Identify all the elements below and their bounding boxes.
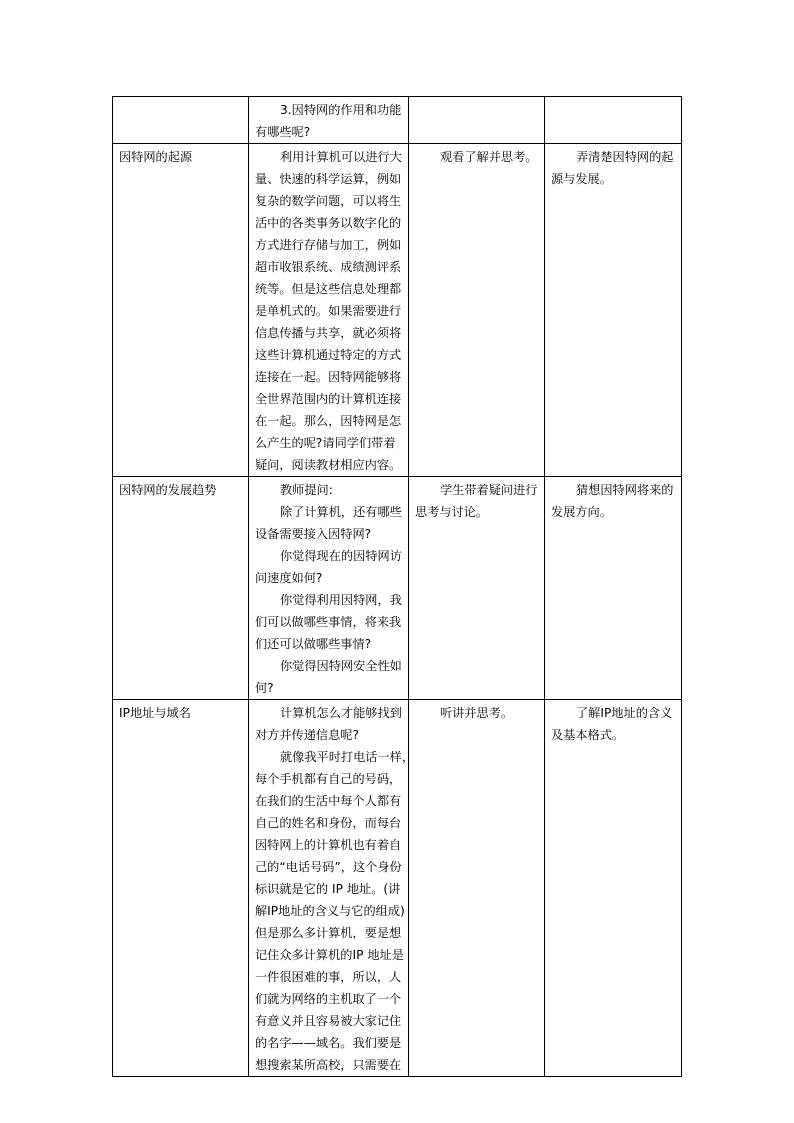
text-line: 有意义并且容易被大家记住: [255, 1014, 402, 1028]
topic-cell: [113, 97, 249, 144]
text-line: 自己的姓名和身份，而每台: [255, 816, 402, 830]
teacher-activity-cell: [249, 97, 409, 144]
text-line: 统等。但是这些信息处理都: [255, 282, 402, 296]
text-line: 就像我平时打电话一样，: [280, 750, 415, 764]
text-line: 及基本格式。: [551, 728, 625, 742]
text-line: 教师提问:: [280, 483, 333, 497]
lesson-plan-table: [112, 96, 682, 1077]
text-line: 因特网上的计算机也有着自: [255, 838, 402, 852]
text-line: 设备需要接入因特网?: [255, 527, 372, 541]
text-line: 猜想因特网将来的: [576, 483, 674, 497]
goal-cell: [545, 97, 682, 144]
goal-cell: [545, 700, 682, 1077]
text-line: 在我们的生活中每个人都有: [255, 794, 402, 808]
text-line: 么产生的呢?请同学们带着: [255, 436, 396, 450]
topic-cell: 因特网的起源: [113, 144, 249, 477]
teacher-activity-cell: [249, 700, 415, 1077]
text-line: 一件很困难的事，所以，人: [255, 970, 402, 984]
text-line: 量、快速的科学运算，例如: [255, 172, 402, 186]
text-line: 源与发展。: [551, 172, 612, 186]
teacher-activity-cell: [249, 144, 409, 477]
text-line: 活中的各类事务以数字化的: [255, 216, 402, 230]
text-line: 你觉得现在的因特网访: [280, 549, 402, 563]
text-line: 解IP地址的含义与它的组成): [255, 904, 405, 918]
text-line: 发展方向。: [551, 505, 612, 519]
text-line: 有哪些呢?: [255, 125, 311, 139]
text-line: 的名字——域名。我们要是: [255, 1036, 402, 1050]
text-line: 思考与讨论。: [415, 505, 489, 519]
table-row: [113, 700, 682, 1077]
text-line: 每个手机都有自己的号码，: [255, 772, 402, 786]
student-activity-cell: [409, 477, 545, 700]
table-row: [113, 97, 682, 144]
text-line: 想搜索某所高校，只需要在: [255, 1058, 402, 1072]
text-line: 何?: [255, 681, 274, 695]
text-line: 问速度如何?: [255, 571, 323, 585]
text-line: 方式进行存储与加工，例如: [255, 238, 402, 252]
text-line: 己的“电话号码”，这个身份: [255, 860, 402, 874]
text-line: 信息传播与共享，就必须将: [255, 326, 402, 340]
student-activity-cell: [409, 144, 545, 477]
text-line: 超市收银系统、成绩测评系: [255, 260, 402, 274]
text-line: 这些计算机通过特定的方式: [255, 348, 402, 362]
text-line: 了解IP地址的含义: [576, 706, 673, 720]
text-line: 在一起。那么，因特网是怎: [255, 414, 402, 428]
text-line: 除了计算机，还有哪些: [280, 505, 402, 519]
student-activity-cell: [409, 97, 545, 144]
student-activity-cell: [409, 700, 545, 1077]
text-line: 计算机怎么才能够找到: [280, 706, 402, 720]
text-line: 听讲并思考。: [440, 706, 514, 720]
text-line: 们还可以做哪些事情?: [255, 637, 372, 651]
goal-cell: [545, 144, 682, 477]
text-line: 们就为网络的主机取了一个: [255, 992, 402, 1006]
text-line: 连接在一起。因特网能够将: [255, 370, 402, 384]
text-line: 标识就是它的 IP 地址。(讲: [255, 882, 401, 896]
text-line: 利用计算机可以进行大: [280, 150, 402, 164]
table-row: [113, 144, 682, 477]
text-line: 全世界范围内的计算机连接: [255, 392, 402, 406]
topic-cell: IP地址与域名: [113, 700, 249, 1077]
text-line: 对方并传递信息呢?: [255, 728, 359, 742]
topic-cell: 因特网的发展趋势: [113, 477, 249, 700]
text-line: 记住众多计算机的IP 地址是: [255, 948, 404, 962]
text-line: 是单机式的。如果需要进行: [255, 304, 402, 318]
text-line: 学生带着疑问进行: [440, 483, 538, 497]
text-line: 你觉得利用因特网，我: [280, 593, 402, 607]
text-line: 3.因特网的作用和功能: [280, 103, 402, 117]
text-line: 观看了解并思考。: [440, 150, 538, 164]
text-line: 疑问，阅读教材相应内容。: [255, 458, 402, 472]
teacher-activity-cell: [249, 477, 409, 700]
table-row: [113, 477, 682, 700]
text-line: 你觉得因特网安全性如: [280, 659, 402, 673]
text-line: 弄清楚因特网的起: [576, 150, 674, 164]
text-line: 但是那么多计算机，要是想: [255, 926, 402, 940]
text-line: 们可以做哪些事情，将来我: [255, 615, 402, 629]
goal-cell: [545, 477, 682, 700]
text-line: 复杂的数学问题，可以将生: [255, 194, 402, 208]
